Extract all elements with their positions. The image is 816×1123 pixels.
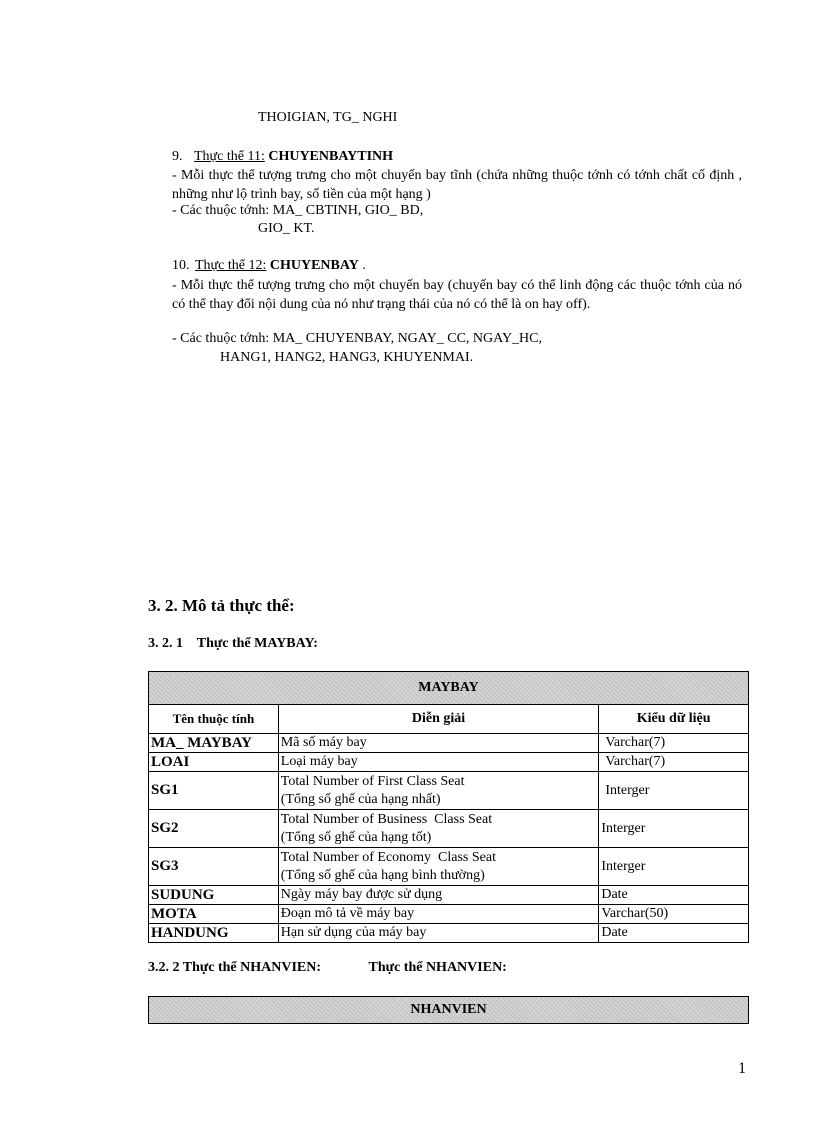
col-header-datatype: Kiểu dữ liệu	[599, 705, 749, 734]
type-cell: Varchar(7)	[599, 753, 749, 772]
desc-cell: Ngày máy bay được sử dụng	[278, 886, 599, 905]
table-row	[149, 848, 749, 886]
entity12-attributes-line2: HANG1, HANG2, HANG3, KHUYENMAI.	[220, 350, 474, 365]
type-cell: Interger	[599, 810, 749, 848]
attr-cell: SG3	[149, 848, 279, 886]
desc-line-2: (Tổng số ghế của hạng tốt)	[280, 829, 432, 845]
type-cell: Date	[599, 924, 749, 943]
desc-cell	[278, 848, 599, 886]
subsection-nhanvien-title-a: 3.2. 2 Thực thể NHANVIEN:	[148, 960, 322, 975]
desc-line-2: (Tổng số ghế của hạng nhất)	[280, 791, 441, 807]
entity12-label: Thực thể 12:	[195, 258, 267, 273]
desc-cell: Mã số máy bay	[278, 734, 599, 753]
entity12-description: - Mỗi thực thể tượng trưng cho một chuyến bay (chuyến bay có thể linh động các thuộc tớnh của nó có thể thay đổi nội dung của nó như trạng thái của nó có thể là on hay off).	[172, 278, 742, 312]
entity11-number: 9.	[172, 149, 183, 164]
type-cell: Interger	[599, 848, 749, 886]
table-row	[149, 772, 749, 810]
table-row	[149, 734, 749, 753]
section-title: 3. 2. Mô tả thực thể:	[148, 596, 295, 615]
attr-cell: HANDUNG	[149, 924, 279, 943]
col-header-attribute: Tên thuộc tính	[149, 705, 279, 734]
attr-cell: MA_ MAYBAY	[149, 734, 279, 753]
entity10-attributes-continuation: THOIGIAN, TG_ NGHI	[258, 110, 398, 125]
table-row	[149, 810, 749, 848]
table-row	[149, 886, 749, 905]
entity11-label: Thực thể 11:	[194, 149, 265, 164]
col-header-description: Diễn giải	[278, 705, 599, 734]
page-number: 1	[738, 1060, 746, 1077]
entity11-name: CHUYENBAYTINH	[268, 149, 394, 164]
desc-line-1: Total Number of Business Class Seat	[280, 811, 493, 827]
entity11-attributes-line2: GIO_ KT.	[258, 221, 315, 236]
attr-cell: SG1	[149, 772, 279, 810]
desc-cell: Loại máy bay	[278, 753, 599, 772]
attr-cell: MOTA	[149, 905, 279, 924]
subsection-nhanvien-title	[148, 960, 507, 976]
table-row	[149, 753, 749, 772]
nhanvien-table	[148, 996, 749, 1024]
type-cell: Interger	[599, 772, 749, 810]
desc-cell	[278, 810, 599, 848]
maybay-table-header-row	[149, 705, 749, 734]
entity12-attributes-line1: - Các thuộc tớnh: MA_ CHUYENBAY, NGAY_ CC, NGAY_HC,	[172, 331, 543, 346]
maybay-table-title: MAYBAY	[149, 672, 749, 705]
subsection-maybay-title: 3. 2. 1 Thực thể MAYBAY:	[148, 636, 318, 651]
desc-line-1: Total Number of First Class Seat	[280, 773, 465, 789]
entity11-description: - Mỗi thực thể tượng trưng cho một chuyến bay tĩnh (chứa những thuộc tớnh có tớnh chất cố định , những như lộ trình bay, số tiền của một hạng )	[172, 168, 742, 202]
desc-cell	[278, 772, 599, 810]
desc-line-2: (Tổng số ghế của hạng bình thường)	[280, 867, 485, 883]
entity12-name-suffix: .	[358, 258, 366, 273]
attr-cell: LOAI	[149, 753, 279, 772]
maybay-table	[148, 671, 749, 943]
desc-cell: Hạn sử dụng của máy bay	[278, 924, 599, 943]
table-row	[149, 905, 749, 924]
desc-cell: Đoạn mô tả về máy bay	[278, 905, 599, 924]
entity11-heading	[172, 149, 393, 165]
table-row	[149, 924, 749, 943]
entity12-name: CHUYENBAY	[269, 258, 359, 273]
entity12-heading	[172, 258, 366, 274]
type-cell: Date	[599, 886, 749, 905]
type-cell: Varchar(7)	[599, 734, 749, 753]
nhanvien-table-title: NHANVIEN	[149, 997, 749, 1024]
entity12-number: 10.	[172, 258, 190, 273]
attr-cell: SUDUNG	[149, 886, 279, 905]
desc-line-1: Total Number of Economy Class Seat	[280, 849, 496, 865]
entity11-attributes-line1: - Các thuộc tớnh: MA_ CBTINH, GIO_ BD,	[172, 203, 424, 218]
type-cell: Varchar(50)	[599, 905, 749, 924]
attr-cell: SG2	[149, 810, 279, 848]
subsection-nhanvien-title-b: Thực thể NHANVIEN:	[368, 960, 507, 975]
